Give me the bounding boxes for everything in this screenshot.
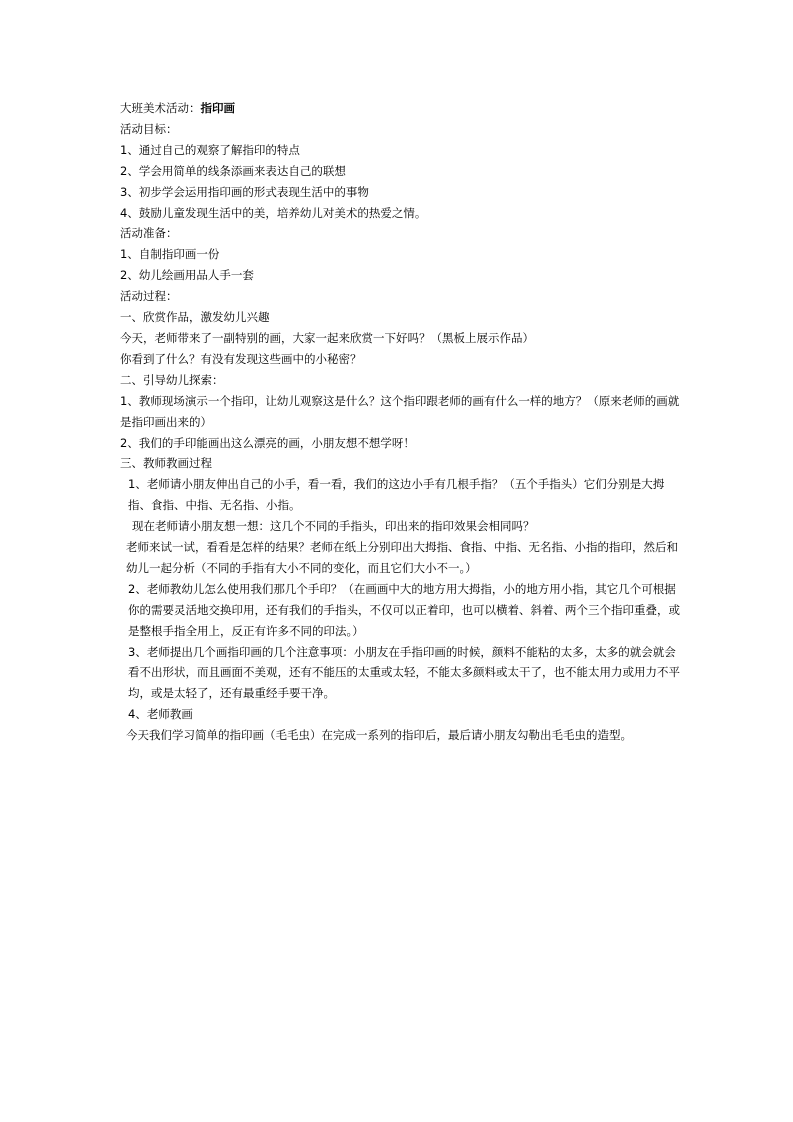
document-body <box>120 98 680 746</box>
goal-item: 3、初步学会运用指印画的形式表现生活中的事物 <box>120 184 369 199</box>
prep-item: 2、幼儿绘画用品人手一套 <box>120 268 254 283</box>
step1-line: 今天，老师带来了一副特别的画，大家一起来欣赏一下好吗？（黑板上展示作品） <box>120 330 534 345</box>
title-main: 指印画 <box>200 101 235 115</box>
prep-item: 1、自制指印画一份 <box>120 247 220 262</box>
step2-paragraph: 1、教师现场演示一个指印，让幼儿观察这是什么？这个指印跟老师的画有什么一样的地方？（原来老师的画就是指印画出来的） <box>120 393 680 429</box>
step1-line: 你看到了什么？有没有发现这些画中的小秘密？ <box>120 351 362 366</box>
step2-paragraph: 2、我们的手印能画出这么漂亮的画，小朋友想不想学呀！ <box>120 435 415 450</box>
prep-heading: 活动准备： <box>120 226 178 241</box>
step3-paragraph: 老师来试一试，看看是怎样的结果？老师在纸上分别印出大拇指、食指、中指、无名指、小指的指印，然后和幼儿一起分析（不同的手指有大小不同的变化，而且它们大小不一。） <box>126 540 678 575</box>
step2-heading: 二、引导幼儿探索： <box>120 372 224 387</box>
title-prefix: 大班美术活动： <box>120 101 201 115</box>
goal-item: 1、通过自己的观察了解指印的特点 <box>120 142 300 157</box>
goal-item: 2、学会用简单的线条添画来表达自己的联想 <box>120 163 346 178</box>
process-heading: 活动过程： <box>120 289 178 304</box>
document-title <box>120 98 680 119</box>
step3-paragraph: 2、老师教幼儿怎么使用我们那几个手印？（在画画中大的地方用大拇指，小的地方用小指，其它几个可根据你的需要灵活地交换印用，还有我们的手指头，不仅可以正着印，也可以横着、斜着、两个三个指印重叠，或是整根手指全用上，反正有许多不同的印法。） <box>128 581 680 638</box>
step3-paragraph: 3、老师提出几个画指印画的几个注意事项：小朋友在手指印画的时候，颜料不能粘的太多，太多的就会就会看不出形状，而且画面不美观，还有不能压的太重或太轻，不能太多颜料或太干了，也不能太用力或用力不平均，或是太轻了，还有最重经手要干净。 <box>128 644 680 701</box>
step3-paragraph: 1、老师请小朋友伸出自己的小手，看一看，我们的这边小手有几根手指？（五个手指头）它们分别是大拇指、食指、中指、无名指、小指。 <box>128 477 665 513</box>
step3-paragraph: 4、老师教画 <box>128 707 193 722</box>
step3-heading: 三、教师教画过程 <box>120 456 212 471</box>
step3-paragraph: 现在老师请小朋友想一想：这几个不同的手指头，印出来的指印效果会相同吗？ <box>132 519 535 534</box>
goals-heading: 活动目标： <box>120 121 178 136</box>
step3-paragraph: 今天我们学习简单的指印画（毛毛虫）在完成一系列的指印后，最后请小朋友勾勒出毛毛虫的造型。 <box>126 728 632 743</box>
goal-item: 4、鼓励儿童发现生活中的美，培养幼儿对美术的热爱之情。 <box>120 205 427 220</box>
step1-heading: 一、欣赏作品，激发幼儿兴趣 <box>120 310 270 325</box>
